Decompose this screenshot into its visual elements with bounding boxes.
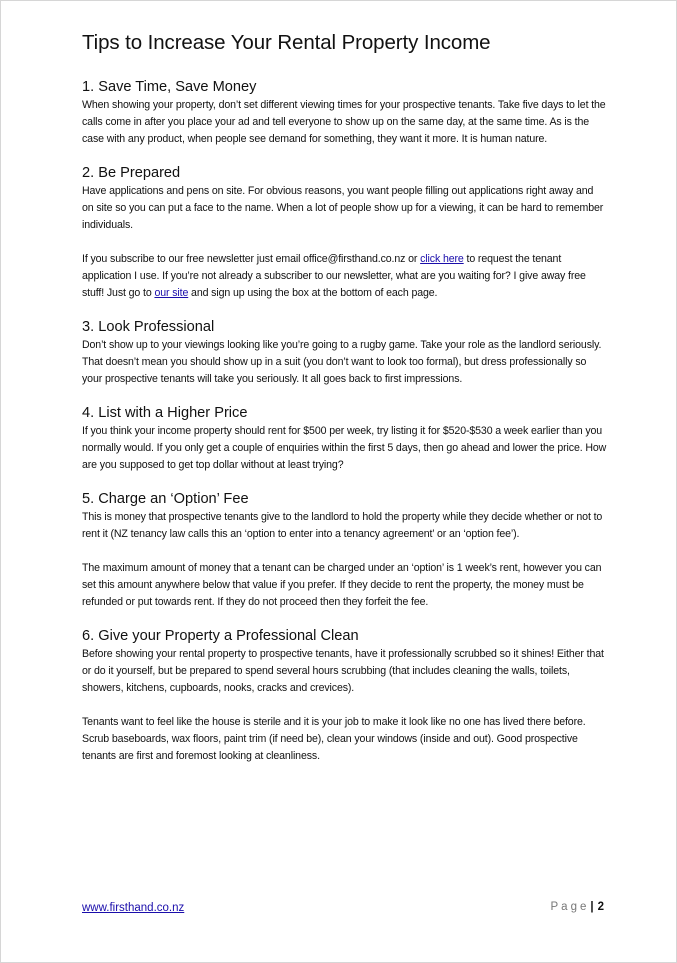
section-paragraph: When showing your property, don’t set different viewing times for your prospective tenants. Take five days to let the calls come in after you place your ad and tell everyone to show up on the same day, at the same time. As is the case with any product, when people see demand for something, they want it more. It is human nature. xyxy=(82,99,606,145)
section-paragraph: If you think your income property should rent for $500 per week, try listing it for $520-$530 a week earlier than you normally would. If you only get a couple of enquiries within the first 5 days, then go ahead and lower the price. How are you supposed to get top dollar without at least trying? xyxy=(82,425,607,471)
page-separator: | xyxy=(590,901,594,913)
page-number-footer xyxy=(551,901,604,913)
section-paragraph: Have applications and pens on site. For obvious reasons, you want people filling out applications right away and on site so you can put a face to the name. When a lot of people show up for a viewing, it can be hard to remember individuals. xyxy=(82,185,604,231)
section-paragraph: The maximum amount of money that a tenant can be charged under an ‘option’ is 1 week’s rent, however you can set this amount anywhere below that value if you prefer. If they decide to rent the property, the money must be refunded or put towards rent. If they do not proceed then they forfeit the fee. xyxy=(82,562,602,608)
page-title: Tips to Increase Your Rental Property Income xyxy=(82,31,491,54)
section-heading: 2. Be Prepared xyxy=(82,165,181,181)
newsletter-paragraph xyxy=(82,251,607,302)
section-be-prepared xyxy=(82,165,607,302)
section-paragraph: This is money that prospective tenants give to the landlord to hold the property while they decide whether or not to rent it (NZ tenancy law calls this an ‘option to enter into a tenancy agreement’ or an ‘option fee’). xyxy=(82,511,603,540)
section-paragraph: Tenants want to feel like the house is sterile and it is your job to make it look like no one has lived there before. Scrub baseboards, wax floors, paint trim (if need be), clean your windows (inside and out). Good prospective tenants are first and foremost looking at cleanliness. xyxy=(82,716,586,762)
footer-website-link[interactable]: www.firsthand.co.nz xyxy=(82,902,185,914)
section-professional-clean xyxy=(82,628,607,765)
page-label: Page xyxy=(550,901,590,913)
click-here-link[interactable]: click here xyxy=(420,253,464,265)
paragraph-text: and sign up using the box at the bottom of each page. xyxy=(188,287,438,299)
section-higher-price xyxy=(82,405,607,474)
section-heading: 1. Save Time, Save Money xyxy=(82,79,257,95)
section-save-time xyxy=(82,79,607,148)
section-paragraph: Don’t show up to your viewings looking like you’re going to a rugby game. Take your role as the landlord seriously. That doesn’t mean you should show up in a suit (you don’t want to look too formal), but dress professionally so your prospective tenants will take you seriously. It all goes back to first impressions. xyxy=(82,339,602,385)
section-heading: 6. Give your Property a Professional Clean xyxy=(82,628,359,644)
section-look-professional xyxy=(82,319,607,388)
page-content xyxy=(82,31,607,782)
section-paragraph: Before showing your rental property to prospective tenants, have it professionally scrubbed so it shines! Either that or do it yourself, but be prepared to spend several hours scrubbing (that includes cleaning the walls, toilets, showers, kitchens, cupboards, nooks, cracks and crevices). xyxy=(82,648,604,694)
paragraph-text: to request the tenant application I use. If you’re not already a subscriber to our newsletter, what are you waiting for? I give away free stuff! Just go to xyxy=(82,253,586,299)
paragraph-text: If you subscribe to our free newsletter just email office@firsthand.co.nz or xyxy=(82,253,421,265)
section-heading: 3. Look Professional xyxy=(82,319,215,335)
our-site-link[interactable]: our site xyxy=(154,287,189,299)
page-number: 2 xyxy=(597,901,604,913)
section-option-fee xyxy=(82,491,607,611)
section-heading: 4. List with a Higher Price xyxy=(82,405,248,421)
section-heading: 5. Charge an ‘Option’ Fee xyxy=(82,491,249,507)
